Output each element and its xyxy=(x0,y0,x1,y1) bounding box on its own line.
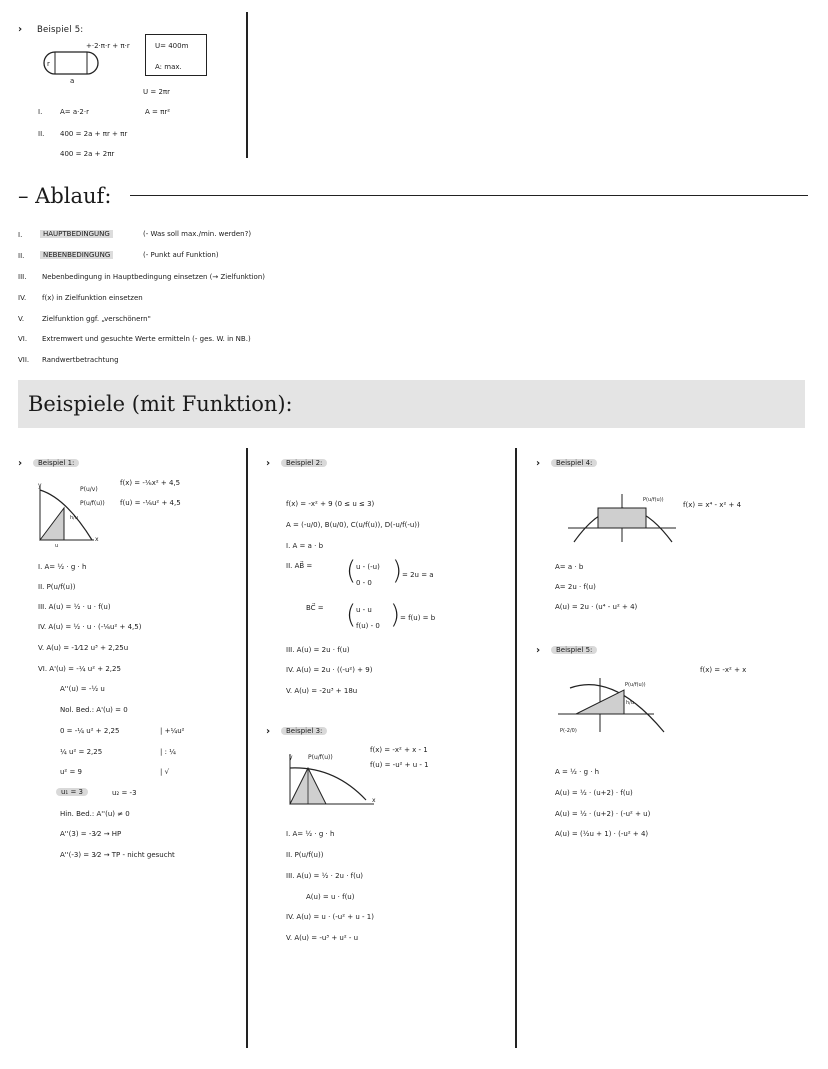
b2-ab-bot: 0 - 0 xyxy=(356,579,372,587)
step2-text: NEBENBEDINGUNG xyxy=(40,251,113,259)
step2-num: II. xyxy=(18,252,25,260)
top-line2: 400 = 2a + πr + πr xyxy=(60,130,128,138)
b2-heading: Beispiel 2: xyxy=(281,459,327,467)
b1-axis-x: x xyxy=(95,536,99,543)
step4-text: f(x) in Zielfunktion einsetzen xyxy=(42,294,143,302)
b2-bc-paren-r: ) xyxy=(390,600,401,630)
b1-u1: u₁ = 3 xyxy=(56,788,88,796)
b2-ab-result: = 2u = a xyxy=(402,571,434,579)
top-line3: 400 = 2a + 2πr xyxy=(60,150,115,158)
top-line1b: A = πr² xyxy=(145,108,171,116)
b1-line2: II. P(u/f(u)) xyxy=(38,583,76,591)
b2-bc-top: u - u xyxy=(356,606,372,614)
b4-heading: Beispiel 4: xyxy=(551,459,597,467)
b1-tp: A''(-3) = 3⁄2 → TP - nicht gesucht xyxy=(60,851,175,859)
b2-bc-bot: f(u) - 0 xyxy=(356,622,380,630)
b4-arrow-icon: › xyxy=(536,458,541,469)
b1-point1: P(u/v) xyxy=(80,486,98,493)
b1-point2: P(u/f(u)) xyxy=(80,500,105,507)
b3-line3: III. A(u) = ½ · 2u · f(u) xyxy=(286,872,364,880)
b5-heading: Beispiel 5: xyxy=(551,646,597,654)
top-num1: I. xyxy=(38,108,43,116)
step5-num: V. xyxy=(18,315,25,323)
b3-line6: V. A(u) = -u³ + u² - u xyxy=(286,934,359,942)
top-dims: +·2·π·r + π·r xyxy=(86,42,130,50)
b2-ab-paren-r: ) xyxy=(392,556,403,586)
b2-line1: f(x) = -x² + 9 (0 ≤ u ≤ 3) xyxy=(286,500,375,508)
step5-text: Zielfunktion ggf. „verschönern" xyxy=(42,315,151,323)
ablauf-title: – Ablauf: xyxy=(18,184,112,208)
b1-hp: A''(3) = -3⁄2 → HP xyxy=(60,830,122,838)
label-a: a xyxy=(70,77,75,85)
b1-line3: III. A(u) = ½ · u · f(u) xyxy=(38,603,111,611)
b2-bc-result: = f(u) = b xyxy=(400,614,436,622)
step1-num: I. xyxy=(18,231,23,239)
b2-arrow-icon: › xyxy=(266,458,271,469)
b3-line4: A(u) = u · f(u) xyxy=(306,893,355,901)
b5-line4: A(u) = (½u + 1) · (-u² + 4) xyxy=(555,830,649,838)
b1-u2: u₂ = -3 xyxy=(112,789,137,797)
step7-text: Randwertbetrachtung xyxy=(42,356,119,364)
b2-line4: III. A(u) = 2u · f(u) xyxy=(286,646,350,654)
step1-note: (- Was soll max./min. werden?) xyxy=(143,230,252,238)
b2-line6: V. A(u) = -2u³ + 18u xyxy=(286,687,358,695)
b4-line3: A(u) = 2u · (u⁴ - u² + 4) xyxy=(555,603,638,611)
b5-line2: A(u) = ½ · (u+2) · f(u) xyxy=(555,789,633,797)
ablauf-rule xyxy=(130,195,808,196)
b5-hu: h/u xyxy=(626,700,635,706)
b3-line2: II. P(u/f(u)) xyxy=(286,851,324,859)
b3-graph xyxy=(284,752,376,812)
b5-f: f(x) = -x² + x xyxy=(700,666,747,674)
b1-line5: V. A(u) = -1⁄12 u³ + 2,25u xyxy=(38,644,129,652)
b1-line7: A''(u) = -½ u xyxy=(60,685,105,693)
b3-point: P(u/f(u)) xyxy=(308,754,333,761)
b2-line3: I. A = a · b xyxy=(286,542,324,550)
top-divider xyxy=(246,12,248,158)
b1-line10: ¼ u² = 2,25 xyxy=(60,748,103,756)
b2-line5: IV. A(u) = 2u · ((-u²) + 9) xyxy=(286,666,373,674)
top-heading: Beispiel 5: xyxy=(37,25,84,35)
u-formula: U = 2πr xyxy=(143,88,170,96)
b5-line1: A = ½ · g · h xyxy=(555,768,600,776)
step2-note: (- Punkt auf Funktion) xyxy=(143,251,219,259)
b1-side2: | : ¼ xyxy=(160,748,176,756)
b3-axis-y: y xyxy=(289,754,293,761)
box-line1: U= 400m xyxy=(155,42,189,50)
b3-line5: IV. A(u) = u · (-u² + u - 1) xyxy=(286,913,374,921)
top-line1: A= a·2·r xyxy=(60,108,89,116)
step3-num: III. xyxy=(18,273,27,281)
b4-line1: A= a · b xyxy=(555,563,584,571)
b1-line1: I. A= ½ · g · h xyxy=(38,563,87,571)
step3-text: Nebenbedingung in Hauptbedingung einsetzen (→ Zielfunktion) xyxy=(42,273,266,281)
b1-line6: VI. A'(u) = -¼ u² + 2,25 xyxy=(38,665,121,673)
b1-f1: f(x) = -⅙x² + 4,5 xyxy=(120,479,181,487)
b1-line11: u² = 9 xyxy=(60,768,83,776)
step7-num: VII. xyxy=(18,356,30,364)
b1-f2: f(u) = -⅙u² + 4,5 xyxy=(120,499,181,507)
b3-f1: f(x) = -x² + x - 1 xyxy=(370,746,428,754)
b1-line4: IV. A(u) = ½ · u · (-⅙u² + 4,5) xyxy=(38,623,142,631)
b3-arrow-icon: › xyxy=(266,726,271,737)
b4-f: f(x) = x⁴ - x² + 4 xyxy=(683,501,742,509)
b1-graph xyxy=(36,484,96,546)
b1-arrow-icon: › xyxy=(18,458,23,469)
step1-text: HAUPTBEDINGUNG xyxy=(40,230,113,238)
col-divider-1 xyxy=(246,448,248,1048)
b1-heading: Beispiel 1: xyxy=(33,459,79,467)
b2-bc-paren-l: ( xyxy=(346,600,357,630)
b4-line2: A= 2u · f(u) xyxy=(555,583,596,591)
top-num2: II. xyxy=(38,130,45,138)
b3-axis-x: x xyxy=(372,797,376,804)
b3-f2: f(u) = -u² + u - 1 xyxy=(370,761,429,769)
b2-ab-label: II. AB⃗ = xyxy=(286,562,313,570)
banner-title: Beispiele (mit Funktion): xyxy=(28,392,293,416)
b5-point2: P(-2/0) xyxy=(560,728,577,734)
b5-line3: A(u) = ½ · (u+2) · (-u² + u) xyxy=(555,810,651,818)
b1-hin: Hin. Bed.: A''(u) ≠ 0 xyxy=(60,810,130,818)
b1-side1: | +¼u² xyxy=(160,727,185,735)
b2-ab-paren-l: ( xyxy=(346,556,357,586)
b2-line2: A = (-u/0), B(u/0), C(u/f(u)), D(-u/f(-u)) xyxy=(286,521,420,529)
col-divider-2 xyxy=(515,448,517,1048)
bullet-arrow-icon: › xyxy=(18,24,23,35)
b2-bc-label: BC⃗ = xyxy=(306,604,324,612)
b1-hu: h/u xyxy=(70,515,79,521)
step6-num: VI. xyxy=(18,335,28,343)
b1-u: u xyxy=(55,543,59,549)
b1-axis-y: y xyxy=(38,482,42,489)
b3-line1: I. A= ½ · g · h xyxy=(286,830,335,838)
b1-line9: 0 = -¼ u² + 2,25 xyxy=(60,727,120,735)
step6-text: Extremwert und gesuchte Werte ermitteln (- ges. W. in NB.) xyxy=(42,335,251,343)
b3-heading: Beispiel 3: xyxy=(281,727,327,735)
b2-ab-top: u - (-u) xyxy=(356,563,380,571)
box-line2: A: max. xyxy=(155,63,182,71)
b5-point: P(u/f(u)) xyxy=(625,682,646,688)
b5-graph xyxy=(558,676,668,736)
label-r: r xyxy=(47,60,50,68)
b4-point: P(u/f(u)) xyxy=(643,497,664,503)
step4-num: IV. xyxy=(18,294,27,302)
b5-arrow-icon: › xyxy=(536,645,541,656)
b1-side3: | √ xyxy=(160,768,170,776)
b1-line8: Nol. Bed.: A'(u) = 0 xyxy=(60,706,128,714)
